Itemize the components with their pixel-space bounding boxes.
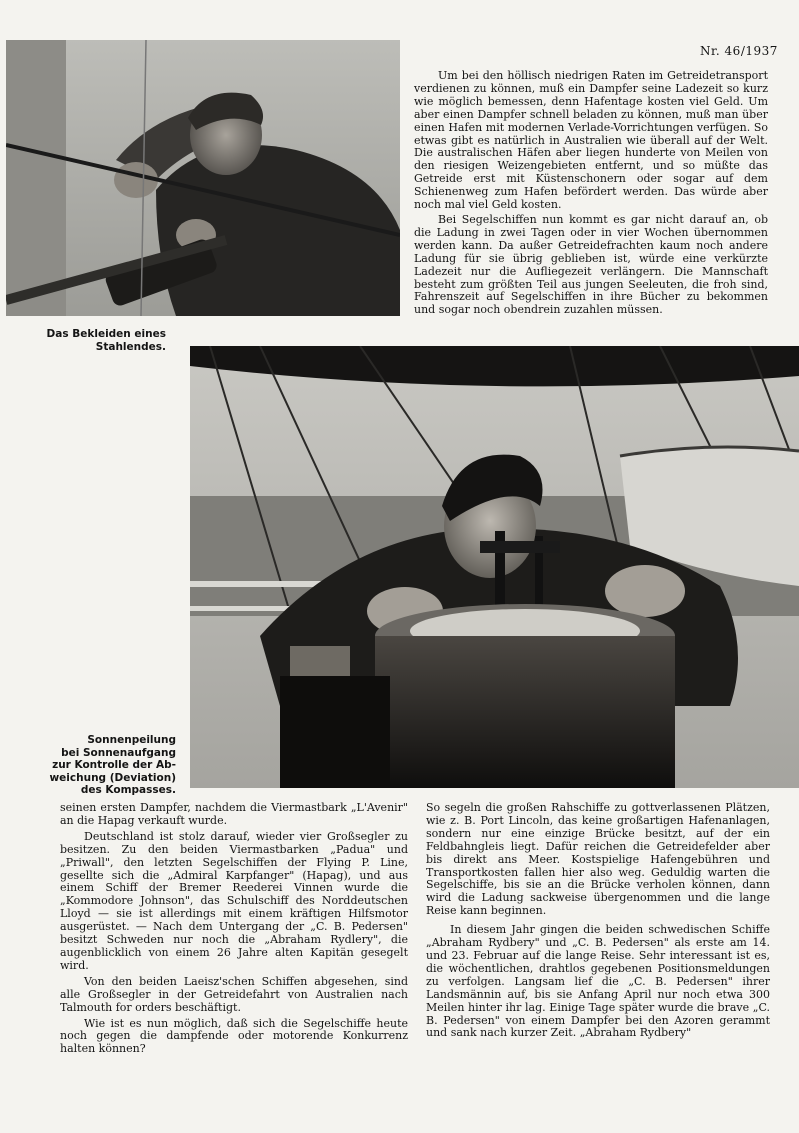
caption-photo-2-line: weichung (Deviation) — [49, 771, 176, 784]
caption-photo-2-line: Sonnenpeilung — [87, 734, 176, 746]
paragraph: Deutschland ist stolz darauf, wieder vier Großsegler zu besitzen. Zu den beiden Viermastbarken „Padua" und „Priwall", den letzten Segelschiffen der Flying P. Line, gesellte sich die „Admiral Karpfanger" (Hapag), und aus einem Schiff der Bremer Reederei Vinnen wurde die „Kommodore Johnson", das Schulschiff des Norddeutschen Lloyd — sie ist allerdings mit einem kräftigen Hilfsmotor ausgerüstet. — Nach dem Untergang der „C. B. Pedersen" besitzt Schweden nur noch die „Abraham Rydlery", die augenblicklich von einem 26 Jahre alten Kapitän gesegelt wird. — [60, 829, 408, 972]
paragraph: Um bei den höllisch niedrigen Raten im Getreidetransport verdienen zu können, muß ein Dampfer seine Ladezeit so kurz wie möglich bemessen, denn Hafentage kosten viel Geld. Um aber einen Dampfer schnell beladen zu können, muß man über einen Hafen mit modernen Verlade-Vorrichtungen verfügen. So etwas gibt es natürlich in Australien wie überall auf der Welt. Die australischen Häfen aber liegen hunderte von Meilen von den riesigen Weizengebieten entfernt, und so müßte das Getreide erst mit Küstenschonern oder sogar auf dem Schienenweg zum Hafen befördert werden. Das würde aber noch mal viel Geld kosten. — [414, 69, 768, 212]
photo-compass-sighting — [190, 346, 799, 788]
photo-compass-sighting-image — [190, 346, 799, 788]
page-number: Nr. 46/1937 — [700, 44, 778, 58]
article-intro-text — [414, 70, 768, 317]
article-right-column — [426, 802, 770, 1040]
article-left-column — [60, 802, 408, 1056]
paragraph: seinen ersten Dampfer, nachdem die Viermastbark „L'Avenir" an die Hapag verkauft wurde. — [60, 801, 408, 827]
paragraph: So segeln die großen Rahschiffe zu gottverlassenen Plätzen, wie z. B. Port Lincoln, das keine großartigen Hafenanlagen, sondern nur eine einzige Brücke besitzt, auf der ein Feldbahngleis liegt. Dafür reichen die Getreidefelder aber bis direkt ans Meer. Kostspielige Hafengebühren und Transportkosten fallen hier also weg. Geduldig warten die Segelschiffe, bis sie an die Brücke verholen können, dann wird die Ladung sackweise übergenommen und die lange Reise kann beginnen. — [426, 801, 770, 918]
paragraph: In diesem Jahr gingen die beiden schwedischen Schiffe „Abraham Rydbery" und „C. B. Pedersen" als erste am 14. und 23. Februar auf die lange Reise. Sehr interessant ist es, die wöchentlichen, drahtlos gegebenen Positionsmeldungen zu verfolgen. Langsam lief die „C. B. Pedersen" ihrer Landsmännin auf, bis sie Anfang April nur noch etwa 300 Meilen hinter ihr lag. Einige Tage später wurde die brave „C. B. Pedersen" von einem Dampfer bei den Azoren gerammt und sank nach kurzer Zeit. „Abraham Rydbery" — [426, 923, 770, 1040]
caption-photo-2-line: des Kompasses. — [80, 784, 176, 796]
paragraph: Wie ist es nun möglich, daß sich die Segelschiffe heute noch gegen die dampfende oder motorende Konkurrenz halten können? — [60, 1016, 408, 1056]
caption-photo-2-line: bei Sonnenaufgang — [61, 746, 176, 759]
caption-photo-1-line: Das Bekleiden eines — [46, 328, 166, 340]
paragraph: Bei Segelschiffen nun kommt es gar nicht darauf an, ob die Ladung in zwei Tagen oder in vier Wochen übernommen werden kann. Da außer Getreidefrachten kaum noch andere Ladung für sie übrig geblieben ist, würde eine verkürzte Ladezeit nur die Aufliegezeit verlängern. Die Mannschaft besteht zum größten Teil aus jungen Seeleuten, die froh sind, Fahrenszeit auf Segelschiffen in ihre Bücher zu bekommen und sogar noch obendrein zuzahlen müssen. — [414, 212, 768, 317]
caption-photo-2-line: zur Kontrolle der Ab- — [52, 759, 176, 771]
caption-photo-2 — [40, 734, 176, 797]
photo-sailor-rigging — [6, 40, 400, 316]
photo-sailor-rigging-image — [6, 40, 400, 316]
caption-photo-1-line: Stahlendes. — [95, 340, 166, 353]
caption-photo-1 — [40, 328, 166, 353]
paragraph: Von den beiden Laeisz'schen Schiffen abgesehen, sind alle Großsegler in der Getreidefahrt von Australien nach Talmouth for orders beschäftigt. — [60, 974, 408, 1014]
